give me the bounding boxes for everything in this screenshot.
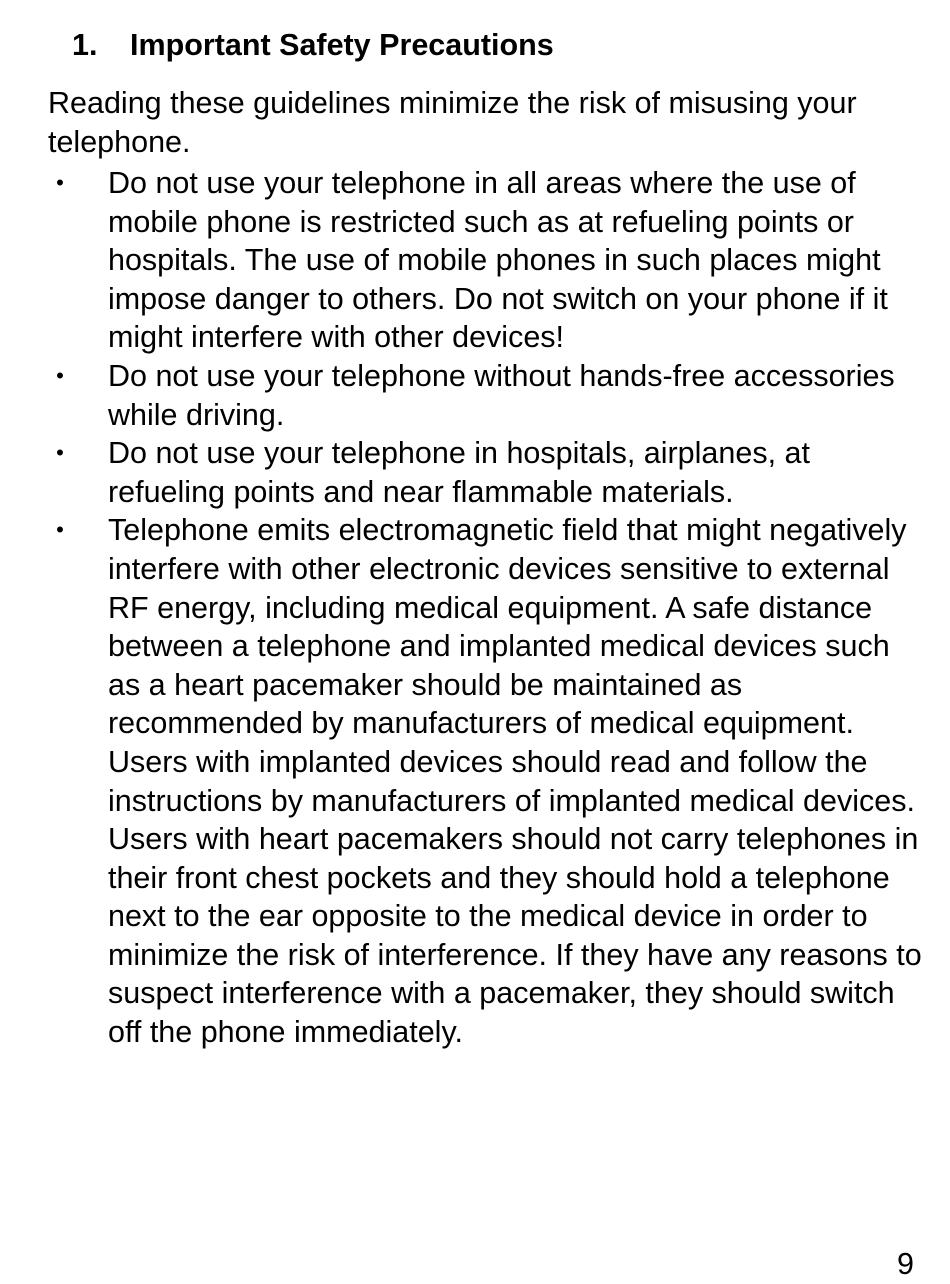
bullet-text: Do not use your telephone in hospitals, airplanes, at refueling points and near flammable materials. (108, 436, 810, 509)
bullet-text: Telephone emits electromagnetic field that might negatively interfere with other electronic devices sensitive to external RF energy, including medical equipment. A safe distance between a telephone and implanted medical devices such as a heart pacemaker should be maintained as recommended by manufacturers of medical equipment. Users with implanted devices should read and follow the instructions by manufacturers of implanted medical devices. Users with heart pacemakers should not carry telephones in their front chest pockets and they should hold a telephone next to the ear opposite to the medical device in order to minimize the risk of interference. If they have any reasons to suspect interference with a pacemaker, they should switch off the phone immediately. (108, 513, 922, 1050)
bullet-icon: • (56, 170, 64, 195)
section-heading (72, 22, 554, 68)
bullet-icon: • (56, 362, 64, 388)
bullet-text: Do not use your telephone in all areas where the use of mobile phone is restricted such as at refueling points or hospitals. The use of mobile phones in such places might impose danger to others. Do not switch on your phone if it might interfere with other devices! (108, 166, 888, 355)
bullet-item (48, 357, 928, 434)
bullet-item (48, 511, 928, 1051)
bullet-icon: • (56, 517, 64, 543)
bullet-text: Do not use your telephone without hands-free accessories while driving. (108, 358, 895, 432)
section-title: Important Safety Precautions (130, 28, 554, 62)
safety-bullet-list (48, 164, 928, 1052)
section-number: 1. (72, 28, 98, 62)
bullet-icon: • (56, 440, 64, 466)
bullet-item (48, 434, 928, 511)
intro-paragraph: Reading these guidelines minimize the risk of misusing your telephone. (48, 86, 857, 159)
page-number: 9 (897, 1247, 914, 1281)
bullet-item (48, 164, 928, 357)
